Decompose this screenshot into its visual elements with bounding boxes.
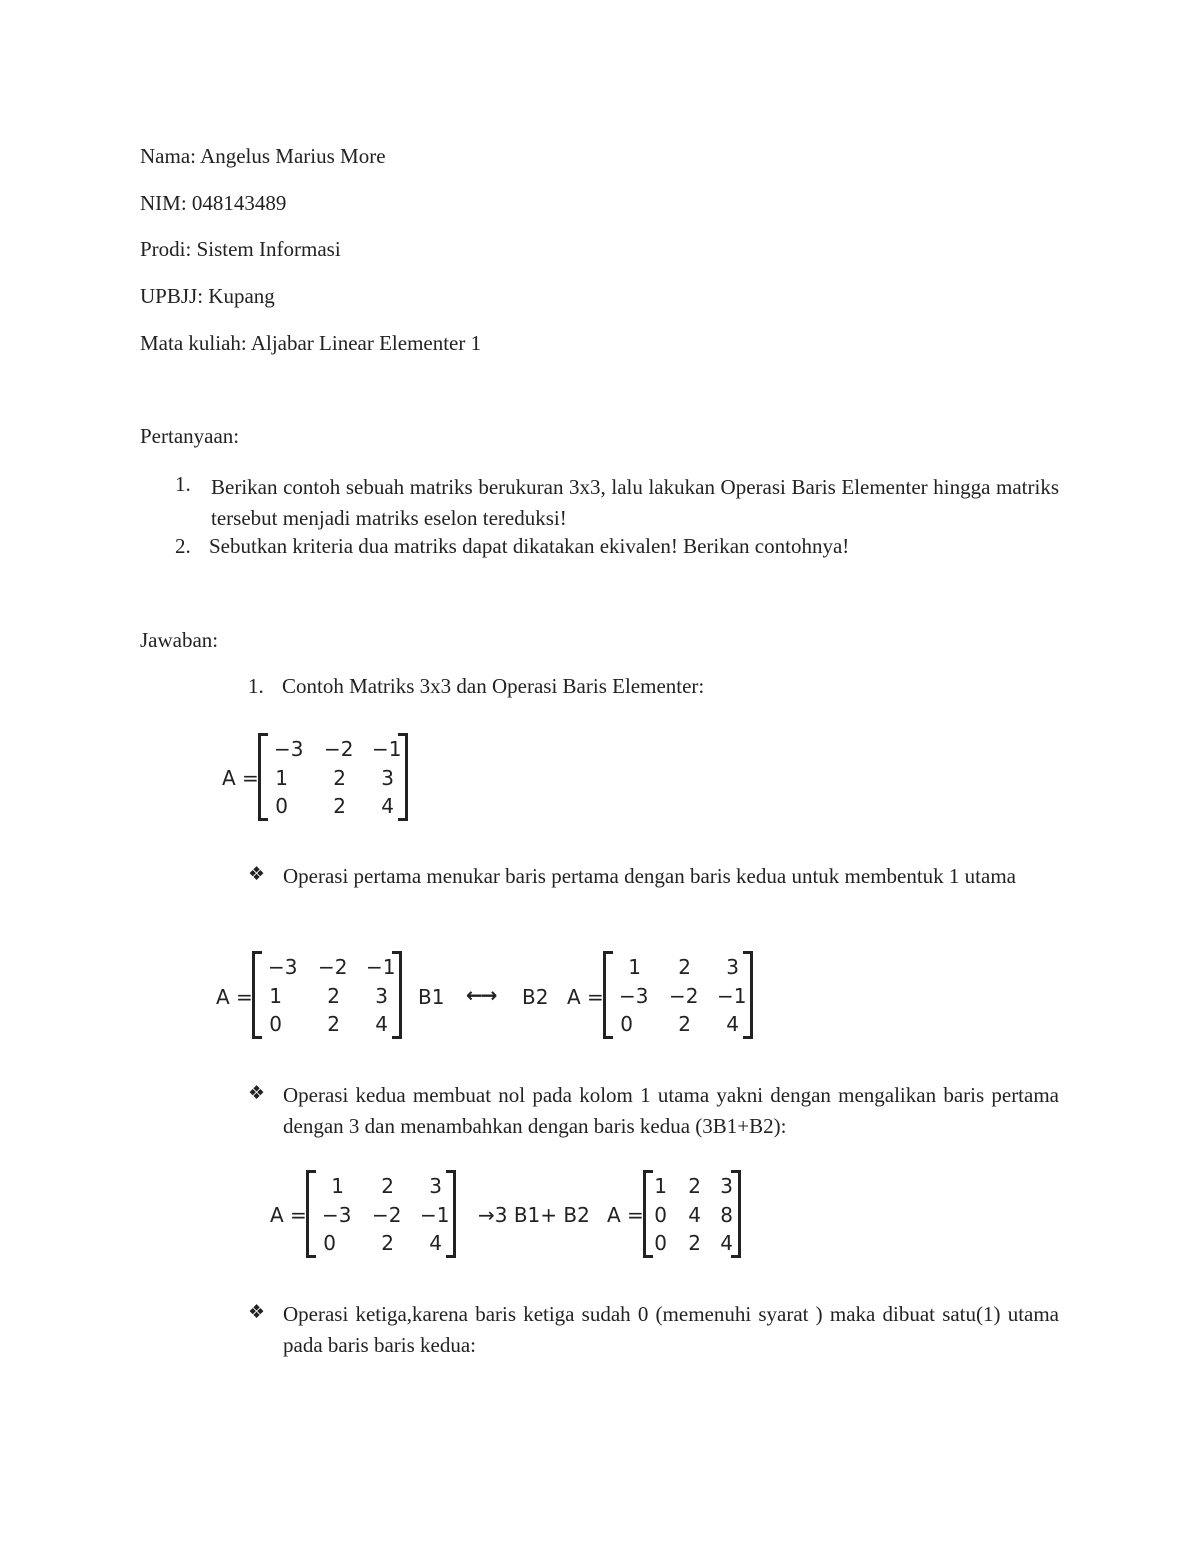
questions-heading: Pertanyaan:: [140, 424, 240, 448]
matrix-cell: 2: [333, 794, 346, 818]
left-bracket: [306, 1170, 316, 1258]
nim-line: NIM: 048143489: [140, 191, 287, 215]
matrix-cell: 4: [381, 794, 394, 818]
matrix-cell: 8: [720, 1203, 733, 1227]
matrix-cell: 2: [327, 1012, 340, 1036]
left-bracket: [643, 1170, 653, 1258]
matrix-cell: −3: [268, 955, 298, 979]
answers-heading: Jawaban:: [140, 628, 219, 652]
matrix-cell: 3: [429, 1174, 442, 1198]
matrix-cell: 2: [688, 1231, 701, 1255]
step-2: [248, 1080, 1059, 1142]
matrix-cell: −2: [318, 955, 348, 979]
question-item-2: [175, 534, 849, 559]
matrix-cell: 4: [688, 1203, 701, 1227]
step-text: Operasi kedua membuat nol pada kolom 1 utama yakni dengan mengalikan baris pertama dengan 3 dan menambahkan dengan baris kedua (3B1+B2):: [283, 1083, 1059, 1138]
matrix-label-a: A =: [270, 1203, 307, 1227]
question-number: 1.: [175, 472, 191, 496]
matrix-a-after-swap: [603, 951, 753, 1039]
matrix-label-a: A =: [216, 985, 253, 1009]
diamond-bullet-icon: ❖: [248, 1301, 266, 1323]
step-1: [248, 861, 1059, 892]
left-bracket: [603, 951, 613, 1039]
matrix-cell: −3: [274, 737, 304, 761]
matrix-label-a: A =: [607, 1203, 644, 1227]
matrix-cell: −2: [324, 737, 354, 761]
matrix-cell: 1: [275, 766, 288, 790]
matrix-cell: −2: [372, 1203, 402, 1227]
matrix-cell: 4: [429, 1231, 442, 1255]
matrix-cell: 4: [720, 1231, 733, 1255]
left-bracket: [252, 951, 262, 1039]
matrix-cell: 4: [375, 1012, 388, 1036]
matrix-cell: 0: [323, 1231, 336, 1255]
matrix-cell: 1: [269, 984, 282, 1008]
matrix-cell: −1: [372, 737, 402, 761]
matrix-a-after-op2: [643, 1170, 741, 1258]
matrix-cell: 0: [620, 1012, 633, 1036]
diamond-bullet-icon: ❖: [248, 863, 266, 885]
row-label-b1: B1: [418, 985, 445, 1009]
matrix-cell: 0: [269, 1012, 282, 1036]
matrix-a-original: [258, 733, 408, 821]
matrix-cell: 2: [327, 984, 340, 1008]
matrix-cell: −1: [717, 984, 747, 1008]
left-bracket: [258, 733, 268, 821]
matrix-cell: 3: [375, 984, 388, 1008]
matrix-cell: 0: [275, 794, 288, 818]
answer-item-1: [248, 674, 704, 699]
matrix-cell: 2: [333, 766, 346, 790]
step-3: [248, 1299, 1059, 1361]
matrix-cell: 2: [381, 1231, 394, 1255]
course-line: Mata kuliah: Aljabar Linear Elementer 1: [140, 331, 482, 355]
row-label-b2: B2: [522, 985, 549, 1009]
matrix-cell: 1: [331, 1174, 344, 1198]
matrix-cell: 1: [654, 1174, 667, 1198]
matrix-cell: 0: [654, 1203, 667, 1227]
matrix-cell: −2: [669, 984, 699, 1008]
matrix-cell: 1: [628, 955, 641, 979]
prodi-line: Prodi: Sistem Informasi: [140, 237, 341, 261]
matrix-cell: −1: [420, 1203, 450, 1227]
matrix-label-a: A =: [222, 766, 259, 790]
question-number: 2.: [175, 534, 191, 558]
matrix-cell: 2: [678, 955, 691, 979]
matrix-cell: 3: [381, 766, 394, 790]
step-text: Operasi ketiga,karena baris ketiga sudah 0 (memenuhi syarat ) maka dibuat satu(1) utama pada baris baris kedua:: [283, 1302, 1059, 1357]
matrix-a-before-op2: [306, 1170, 456, 1258]
matrix-cell: 2: [381, 1174, 394, 1198]
matrix-cell: 0: [654, 1231, 667, 1255]
matrix-cell: 2: [678, 1012, 691, 1036]
matrix-cell: 2: [688, 1174, 701, 1198]
question-text: Sebutkan kriteria dua matriks dapat dikatakan ekivalen! Berikan contohnya!: [209, 534, 850, 558]
matrix-label-a: A =: [567, 985, 604, 1009]
matrix-cell: 3: [720, 1174, 733, 1198]
matrix-a-before-swap: [252, 951, 402, 1039]
question-item-1: [175, 472, 1059, 534]
step-text: Operasi pertama menukar baris pertama dengan baris kedua untuk membentuk 1 utama: [283, 864, 1016, 888]
matrix-cell: −3: [322, 1203, 352, 1227]
diamond-bullet-icon: ❖: [248, 1082, 266, 1104]
swap-arrow-icon: ←→: [466, 983, 496, 1007]
matrix-cell: 3: [726, 955, 739, 979]
matrix-cell: 4: [726, 1012, 739, 1036]
name-line: Nama: Angelus Marius More: [140, 144, 386, 168]
answer-text: Contoh Matriks 3x3 dan Operasi Baris Elementer:: [282, 674, 705, 698]
question-text: Berikan contoh sebuah matriks berukuran 3x3, lalu lakukan Operasi Baris Elementer hingga matriks tersebut menjadi matriks eselon tereduksi!: [211, 475, 1059, 530]
upbjj-line: UPBJJ: Kupang: [140, 284, 275, 308]
matrix-cell: −3: [619, 984, 649, 1008]
answer-number: 1.: [248, 674, 264, 698]
matrix-cell: −1: [366, 955, 396, 979]
op2-label: →3 B1+ B2: [478, 1203, 590, 1227]
